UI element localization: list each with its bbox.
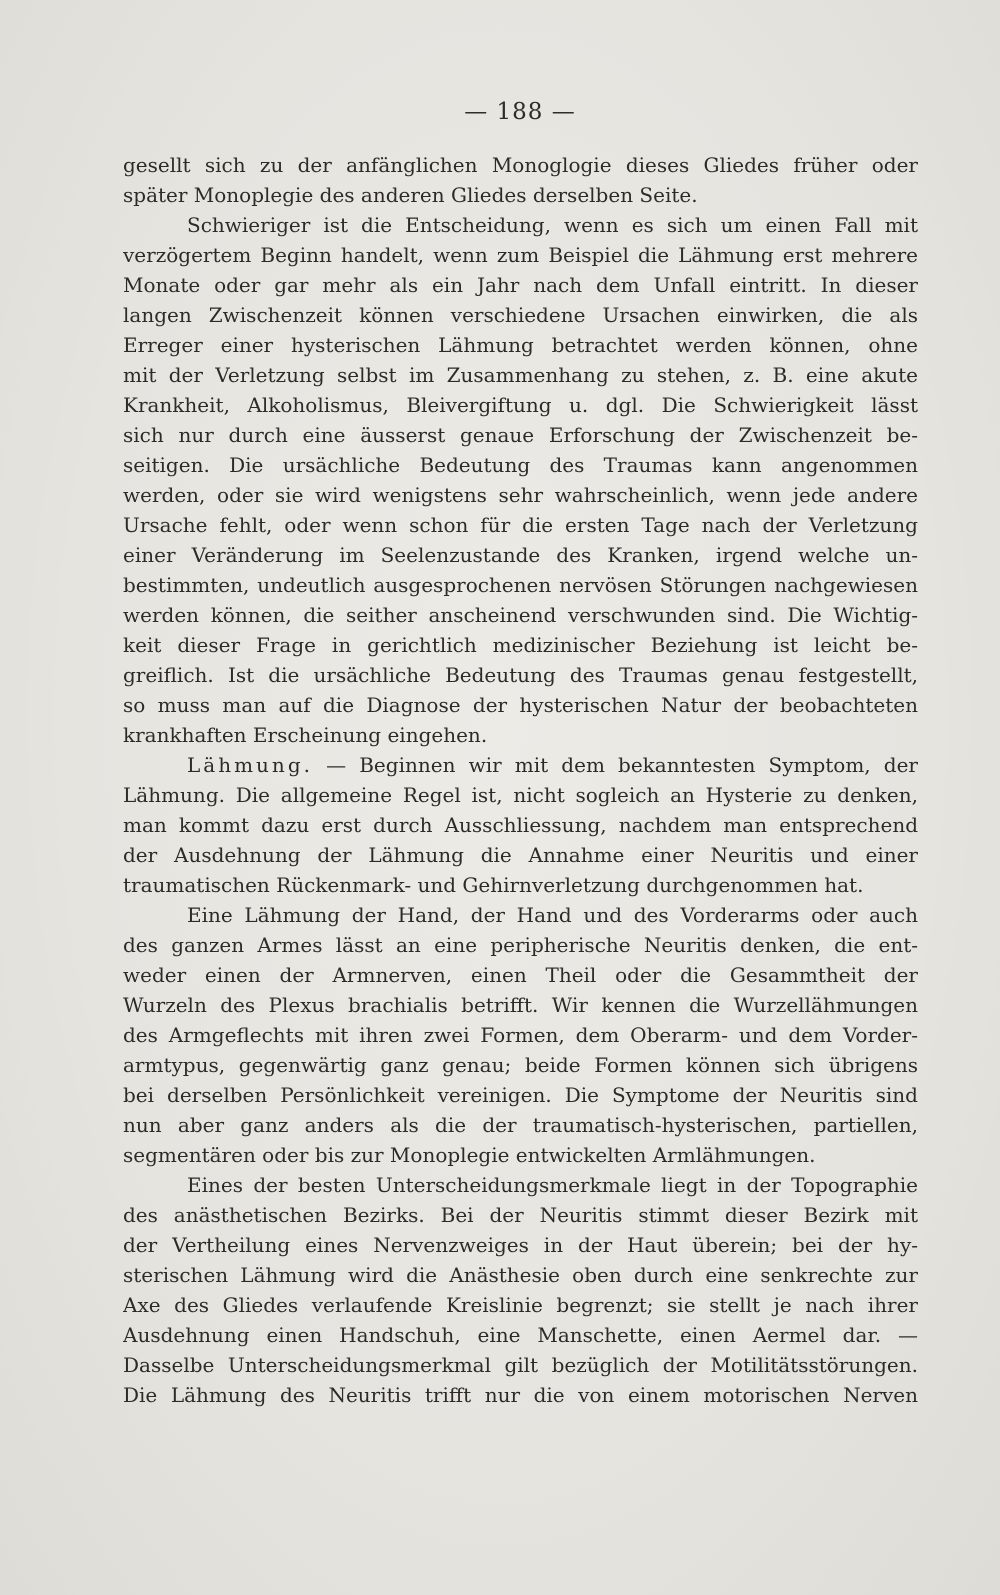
text-line: werden, oder sie wird wenigstens sehr wahrscheinlich, wenn jede andere bbox=[123, 483, 918, 507]
text-line: später Monoplegie des anderen Gliedes derselben Seite. bbox=[123, 183, 698, 207]
text-line: werden können, die seither anscheinend verschwunden sind. Die Wichtig- bbox=[123, 603, 918, 627]
text-line: des ganzen Armes lässt an eine peripherische Neuritis denken, die ent- bbox=[123, 933, 918, 957]
text-line bbox=[123, 750, 918, 780]
text-line: man kommt dazu erst durch Ausschliessung, nachdem man entsprechend bbox=[123, 813, 918, 837]
text-line: Schwieriger ist die Entscheidung, wenn es sich um einen Fall mit bbox=[187, 213, 918, 237]
text-line: Erreger einer hysterischen Lähmung betrachtet werden können, ohne bbox=[123, 333, 918, 357]
text-line: bei derselben Persönlichkeit vereinigen. Die Symptome der Neuritis sind bbox=[123, 1083, 918, 1107]
page-number: — 188 — bbox=[464, 99, 576, 125]
text-line: Eines der besten Unterscheidungsmerkmale liegt in der Topographie bbox=[187, 1173, 918, 1197]
text-line: keit dieser Frage in gerichtlich medizinischer Beziehung ist leicht be- bbox=[123, 633, 918, 657]
text-line: segmentären oder bis zur Monoplegie entwickelten Armlähmungen. bbox=[123, 1143, 816, 1167]
text-line: des anästhetischen Bezirks. Bei der Neuritis stimmt dieser Bezirk mit bbox=[123, 1203, 918, 1227]
text-line: Axe des Gliedes verlaufende Kreislinie begrenzt; sie stellt je nach ihrer bbox=[123, 1293, 918, 1317]
text-line: Wurzeln des Plexus brachialis betrifft. Wir kennen die Wurzellähmungen bbox=[123, 993, 918, 1017]
text-line: Krankheit, Alkoholismus, Bleivergiftung u. dgl. Die Schwierigkeit lässt bbox=[123, 393, 918, 417]
text-line: Die Lähmung des Neuritis trifft nur die von einem motorischen Nerven bbox=[123, 1383, 918, 1407]
text-line: Eine Lähmung der Hand, der Hand und des Vorderarms oder auch bbox=[187, 903, 918, 927]
text-line: Monate oder gar mehr als ein Jahr nach dem Unfall eintritt. In dieser bbox=[123, 273, 918, 297]
text-line: krankhaften Erscheinung eingehen. bbox=[123, 723, 488, 747]
body-text bbox=[123, 150, 918, 1410]
text-line: des Armgeflechts mit ihren zwei Formen, dem Oberarm- und dem Vorder- bbox=[123, 1023, 918, 1047]
text-line: sich nur durch eine äusserst genaue Erforschung der Zwischenzeit be- bbox=[123, 423, 918, 447]
section-heading-inline: Lähmung. bbox=[187, 753, 313, 777]
text-line: bestimmten, undeutlich ausgesprochenen nervösen Störungen nachgewiesen bbox=[123, 573, 918, 597]
text-line: Ausdehnung einen Handschuh, eine Manschette, einen Aermel dar. — bbox=[123, 1323, 918, 1347]
text-line: traumatischen Rückenmark- und Gehirnverletzung durchgenommen hat. bbox=[123, 873, 864, 897]
text-line: der Vertheilung eines Nervenzweiges in der Haut überein; bei der hy- bbox=[123, 1233, 918, 1257]
text-line: Ursache fehlt, oder wenn schon für die ersten Tage nach der Verletzung bbox=[123, 513, 918, 537]
text-line: gesellt sich zu der anfänglichen Monoglogie dieses Gliedes früher oder bbox=[123, 153, 918, 177]
text-line: mit der Verletzung selbst im Zusammenhang zu stehen, z. B. eine akute bbox=[123, 363, 918, 387]
text-line: einer Veränderung im Seelenzustande des Kranken, irgend welche un- bbox=[123, 543, 918, 567]
text-line: langen Zwischenzeit können verschiedene Ursachen einwirken, die als bbox=[123, 303, 918, 327]
text-line: so muss man auf die Diagnose der hysterischen Natur der beobachteten bbox=[123, 693, 918, 717]
text-line-rest: — Beginnen wir mit dem bekanntesten Symptom, der bbox=[312, 753, 918, 777]
text-line: weder einen der Armnerven, einen Theil oder die Gesammtheit der bbox=[123, 963, 918, 987]
text-line: verzögertem Beginn handelt, wenn zum Beispiel die Lähmung erst mehrere bbox=[123, 243, 918, 267]
text-line: seitigen. Die ursächliche Bedeutung des Traumas kann angenommen bbox=[123, 453, 918, 477]
text-line: armtypus, gegenwärtig ganz genau; beide Formen können sich übrigens bbox=[123, 1053, 918, 1077]
text-line: Dasselbe Unterscheidungsmerkmal gilt bezüglich der Motilitätsstörungen. bbox=[123, 1353, 918, 1377]
text-line: greiflich. Ist die ursächliche Bedeutung des Traumas genau festgestellt, bbox=[123, 663, 918, 687]
text-line: sterischen Lähmung wird die Anästhesie oben durch eine senkrechte zur bbox=[123, 1263, 918, 1287]
text-line: Lähmung. Die allgemeine Regel ist, nicht sogleich an Hysterie zu denken, bbox=[123, 783, 918, 807]
text-line: der Ausdehnung der Lähmung die Annahme einer Neuritis und einer bbox=[123, 843, 918, 867]
text-line: nun aber ganz anders als die der traumatisch-hysterischen, partiellen, bbox=[123, 1113, 918, 1137]
